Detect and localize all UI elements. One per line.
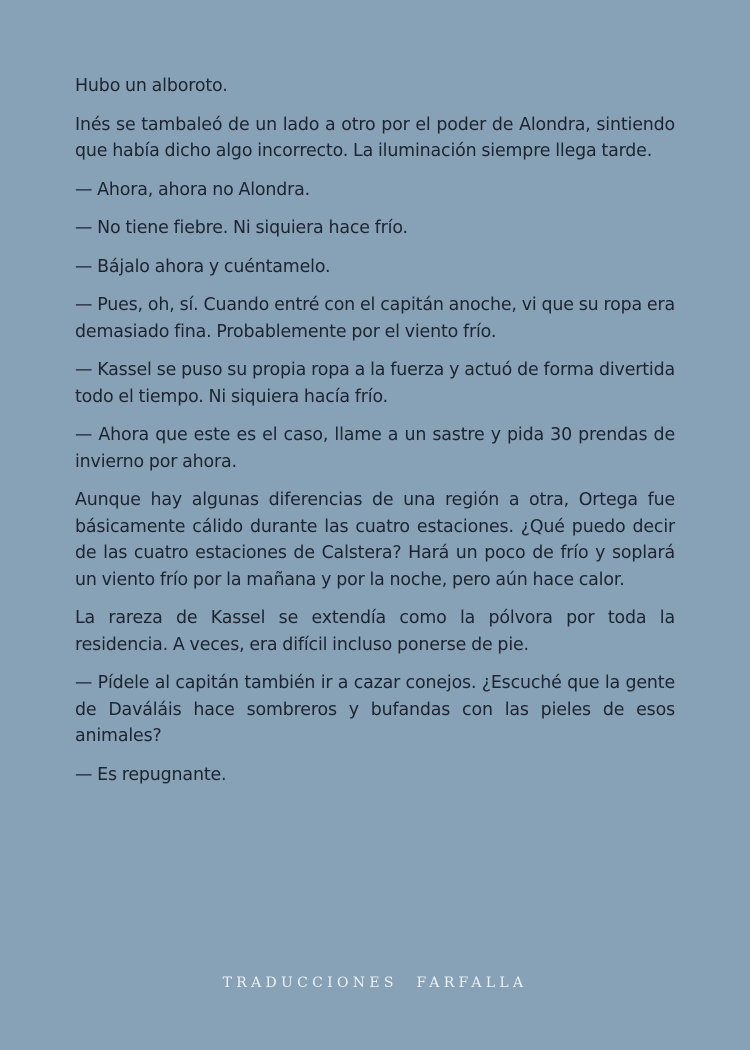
paragraph: Hubo un alboroto. bbox=[75, 76, 228, 96]
page-body bbox=[75, 73, 675, 800]
dialogue-line: — Ahora, ahora no Alondra. bbox=[75, 179, 311, 200]
dialogue-line: — Kassel se puso su propia ropa a la fuerza y actuó de forma divertida todo el tiempo. Ni siquiera hacía frío. bbox=[75, 360, 675, 407]
paragraph: Aunque hay algunas diferencias de una región a otra, Ortega fue básicamente cálido durante las cuatro estaciones. ¿Qué puedo decir de las cuatro estaciones de Calstera? Hará un poco de frío y soplará un viento frío por la mañana y por la noche, pero aún hace calor. bbox=[75, 490, 675, 590]
dialogue-line: — Es repugnante. bbox=[75, 764, 227, 785]
dialogue-line: — Bájalo ahora y cuéntamelo. bbox=[75, 256, 331, 277]
paragraph: Inés se tambaleó de un lado a otro por el poder de Alondra, sintiendo que había dicho algo incorrecto. La iluminación siempre llega tarde. bbox=[75, 114, 675, 161]
dialogue-line: — Pues, oh, sí. Cuando entré con el capitán anoche, vi que su ropa era demasiado fina. Probablemente por el viento frío. bbox=[75, 295, 675, 342]
paragraph: La rareza de Kassel se extendía como la pólvora por toda la residencia. A veces, era difícil incluso ponerse de pie. bbox=[75, 608, 675, 655]
footer-credit: TRADUCCIONES FARFALLA bbox=[222, 975, 528, 991]
dialogue-line: — No tiene fiebre. Ni siquiera hace frío. bbox=[75, 218, 408, 238]
dialogue-line: — Pídele al capitán también ir a cazar conejos. ¿Escuché que la gente de Daváláis hace sombreros y bufandas con las pieles de esos animales? bbox=[75, 673, 675, 746]
dialogue-line: — Ahora que este es el caso, llame a un sastre y pida 30 prendas de invierno por ahora. bbox=[75, 425, 675, 472]
